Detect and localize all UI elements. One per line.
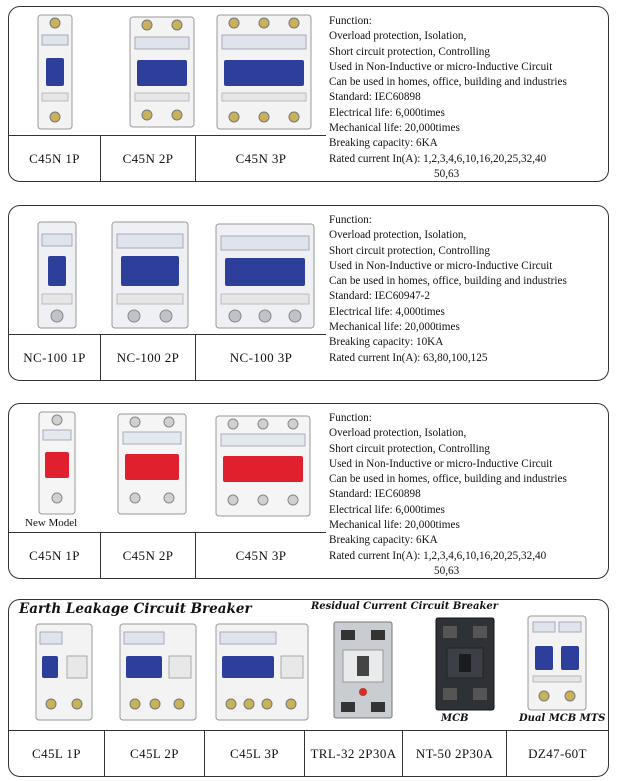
product-images (9, 206, 326, 334)
model-label: C45L 3P (205, 731, 305, 776)
breaker-nc100-1p-image (35, 220, 79, 330)
spec-line: Rated current In(A): 63,80,100,125 (329, 351, 488, 364)
spec-line: Rated current In(A): 1,2,3,4,6,10,16,20,25,32,40 (329, 549, 547, 562)
spec-line: Function: (329, 214, 372, 226)
breaker-c45l-2p-image (117, 622, 199, 722)
model-label: C45L 1P (9, 731, 105, 776)
spec-line: Can be used in homes, office, building and industries (329, 275, 567, 288)
new-model-caption: New Model (25, 517, 78, 529)
spec-line: Electrical life: 4,000times (329, 305, 445, 318)
breaker-c45n-1p-new-image (35, 410, 79, 516)
product-images (9, 404, 326, 532)
model-label-row (9, 135, 326, 181)
breaker-c45n-3p-new-image (213, 414, 313, 518)
breaker-nc100-2p-image (109, 220, 191, 330)
elcb-heading: Earth Leakage Circuit Breaker (19, 601, 252, 617)
rccb-trl32-image (331, 620, 395, 720)
model-label: C45L 2P (105, 731, 205, 776)
model-label-row (9, 532, 326, 578)
spec-line: Used in Non-Inductive or micro-Inductive Circuit (329, 457, 553, 470)
product-panel-leakage (8, 599, 609, 777)
model-label-row (9, 334, 326, 380)
spec-line: 50,63 (434, 564, 460, 577)
mcb-nt50-image (433, 616, 497, 712)
spec-line: Electrical life: 6,000times (329, 106, 445, 119)
spec-line: Can be used in homes, office, building and industries (329, 76, 567, 89)
spec-line: Function: (329, 15, 372, 27)
spec-line: Standard: IEC60898 (329, 91, 421, 104)
spec-line: Overload protection, Isolation, (329, 229, 467, 242)
model-label: NC-100 1P (9, 335, 101, 380)
specifications (329, 14, 609, 182)
model-label: C45N 1P (9, 136, 101, 181)
dual-mcb-dz47-image (525, 614, 589, 712)
spec-line: Can be used in homes, office, building and industries (329, 473, 567, 486)
spec-line: Function: (329, 412, 372, 424)
product-images (9, 7, 326, 135)
breaker-c45n-2p-new-image (115, 412, 189, 516)
spec-line: Breaking capacity: 6KA (329, 137, 438, 150)
spec-line: Mechanical life: 20,000times (329, 519, 460, 532)
spec-line: Used in Non-Inductive or micro-Inductive Circuit (329, 60, 553, 73)
product-images (9, 600, 609, 728)
model-label: NC-100 3P (229, 349, 293, 365)
spec-line: Rated current In(A): 1,2,3,4,6,10,16,20,25,32,40 (329, 152, 547, 165)
model-label-row (9, 730, 609, 776)
spec-line: Standard: IEC60898 (329, 488, 421, 501)
product-panel-nc100 (8, 205, 609, 381)
specifications (329, 411, 609, 579)
spec-line: Overload protection, Isolation, (329, 30, 467, 43)
dual-mcb-heading: Dual MCB MTS (519, 713, 606, 724)
model-label: NC-100 2P (101, 335, 196, 380)
spec-line: Overload protection, Isolation, (329, 427, 467, 440)
spec-line: Short circuit protection, Controlling (329, 244, 490, 257)
breaker-c45l-3p-image (213, 622, 311, 722)
spec-line: Mechanical life: 20,000times (329, 122, 460, 135)
product-panel-c45n (8, 6, 609, 182)
spec-line: 50,63 (434, 167, 460, 180)
rccb-heading: Residual Current Circuit Breaker (311, 601, 499, 612)
model-label: NT-50 2P30A (403, 731, 507, 776)
spec-line: Standard: IEC60947-2 (329, 290, 430, 303)
breaker-c45n-1p-image (35, 13, 75, 131)
product-panel-c45n-new (8, 403, 609, 579)
spec-line: Short circuit protection, Controlling (329, 442, 490, 455)
model-label: TRL-32 2P30A (305, 731, 403, 776)
spec-line: Breaking capacity: 6KA (329, 534, 438, 547)
model-label: C45N 3P (235, 547, 287, 563)
specifications (329, 213, 609, 366)
spec-line: Mechanical life: 20,000times (329, 321, 460, 334)
model-label: C45N 2P (101, 533, 196, 578)
breaker-nc100-3p-image (213, 222, 317, 330)
spec-line: Used in Non-Inductive or micro-Inductive Circuit (329, 259, 553, 272)
model-label: DZ47-60T (528, 745, 587, 761)
breaker-c45n-3p-image (214, 13, 314, 131)
model-label: C45N 1P (9, 533, 101, 578)
model-label: C45N 2P (101, 136, 196, 181)
model-label: C45N 3P (235, 150, 287, 166)
breaker-c45n-2p-image (127, 15, 197, 129)
spec-line: Electrical life: 6,000times (329, 503, 445, 516)
spec-line: Breaking capacity: 10KA (329, 336, 444, 349)
spec-line: Short circuit protection, Controlling (329, 45, 490, 58)
breaker-c45l-1p-image (33, 622, 95, 722)
mcb-heading: MCB (441, 713, 469, 724)
